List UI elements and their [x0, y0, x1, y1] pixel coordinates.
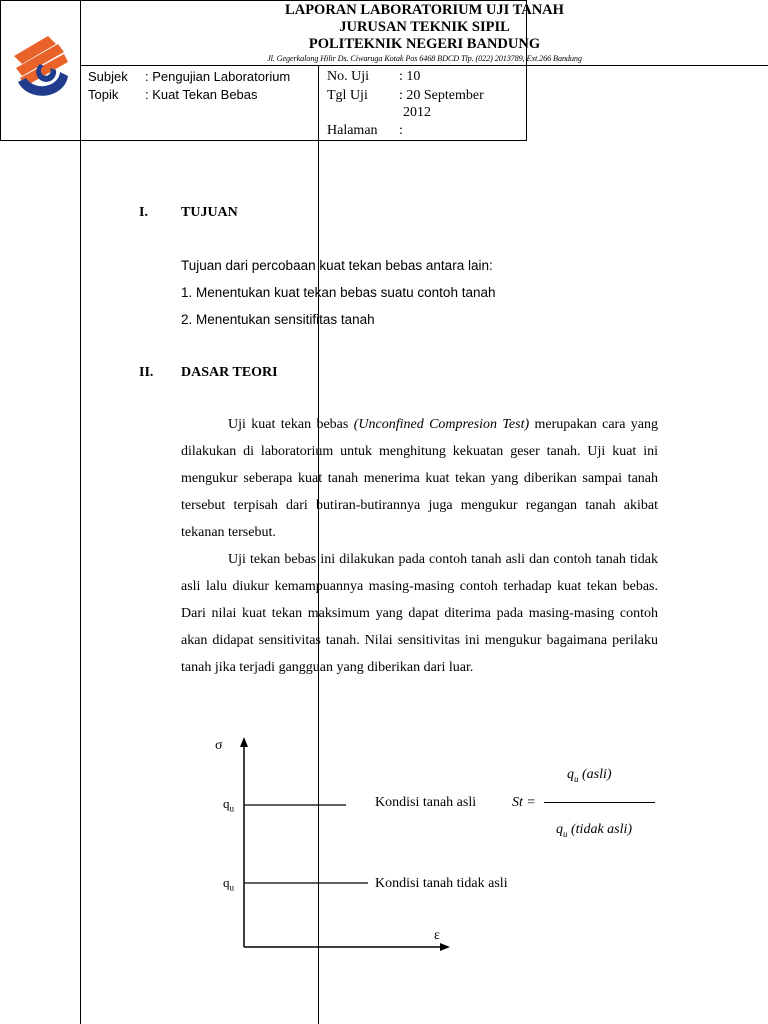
section1-intro: Tujuan dari percobaan kuat tekan bebas antara lain: — [181, 258, 493, 273]
no-uji-value: : 10 — [399, 69, 421, 84]
label-kondisi-tidak-asli: Kondisi tanah tidak asli — [375, 876, 508, 891]
section2-number: II. — [139, 365, 154, 380]
section2-title: DASAR TEORI — [181, 365, 278, 380]
topik-label: Topik — [88, 87, 119, 102]
polban-logo — [6, 26, 76, 108]
y-axis-label: σ — [215, 738, 223, 753]
qu-label-2: $q_u$ — [223, 875, 234, 893]
halaman-value: : — [399, 123, 403, 138]
stress-strain-diagram — [200, 735, 460, 955]
section1-title: TUJUAN — [181, 205, 238, 220]
no-uji-label: No. Uji — [327, 69, 369, 84]
tgl-uji-value: : 20 September — [399, 88, 484, 103]
st-denominator: $q_u$ (tidak asli) — [556, 822, 633, 839]
qu-label-1: $q_u$ — [223, 796, 234, 814]
report-header — [0, 0, 582, 141]
paragraph-2 — [181, 546, 658, 681]
st-lhs: St = — [512, 795, 536, 810]
p1-start: Uji kuat tekan bebas — [228, 417, 354, 432]
header-title-1: LAPORAN LABORATORIUM UJI TANAH — [285, 2, 564, 18]
header-title-3: POLITEKNIK NEGERI BANDUNG — [308, 36, 541, 52]
subjek-value: : Pengujian Laboratorium — [145, 69, 291, 84]
subjek-label: Subjek — [88, 69, 128, 84]
header-address: Jl. Gegerkalong Hilir Ds. Ciwaruga Kotak Pos 6468 BDCD Tlp. (022) 2013789, Ext.266 Bandung — [267, 54, 582, 63]
halaman-label: Halaman — [327, 123, 378, 138]
topik-value: : Kuat Tekan Bebas — [145, 87, 258, 102]
paragraph-1 — [181, 411, 658, 546]
header-title-2: JURUSAN TEKNIK SIPIL — [339, 19, 510, 35]
section1-number: I. — [139, 205, 148, 220]
tgl-uji-year: 2012 — [403, 105, 431, 120]
p1-rest: merupakan cara yang dilakukan di laboratorium untuk menghitung kekuatan geser tanah. Uji kuat ini mengukur seberapa kuat tanah menerima kuat tekan yang diberikan sampai tanah tersebut terpisah dari butiran-butirannya juga mengukur regangan tanah akibat tekanan tersebut. — [181, 417, 659, 540]
tgl-uji-label: Tgl Uji — [327, 88, 368, 103]
fraction-bar — [544, 802, 655, 803]
st-numerator: $q_u$ (asli) — [567, 767, 612, 784]
section1-item-1: 1. Menentukan kuat tekan bebas suatu contoh tanah — [181, 285, 496, 300]
p1-italic: (Unconfined Compresion Test) — [353, 417, 530, 432]
section1-item-2: 2. Menentukan sensitifitas tanah — [181, 312, 375, 327]
p2-text: Uji tekan bebas ini dilakukan pada contoh tanah asli dan contoh tanah tidak asli lalu diukur kemampuannya masing-masing contoh terhadap kuat tekan bebas. Dari nilai kuat tekan maksimum yang dapat diterima pada masing-masing contoh akan didapat sensitivitas tanah. Nilai sensitivitas ini mengukur bagaimana perilaku tanah jika terjadi gangguan yang diberikan dari luar. — [181, 552, 658, 675]
label-kondisi-asli: Kondisi tanah asli — [375, 795, 477, 810]
x-axis-label: ε — [434, 928, 440, 943]
